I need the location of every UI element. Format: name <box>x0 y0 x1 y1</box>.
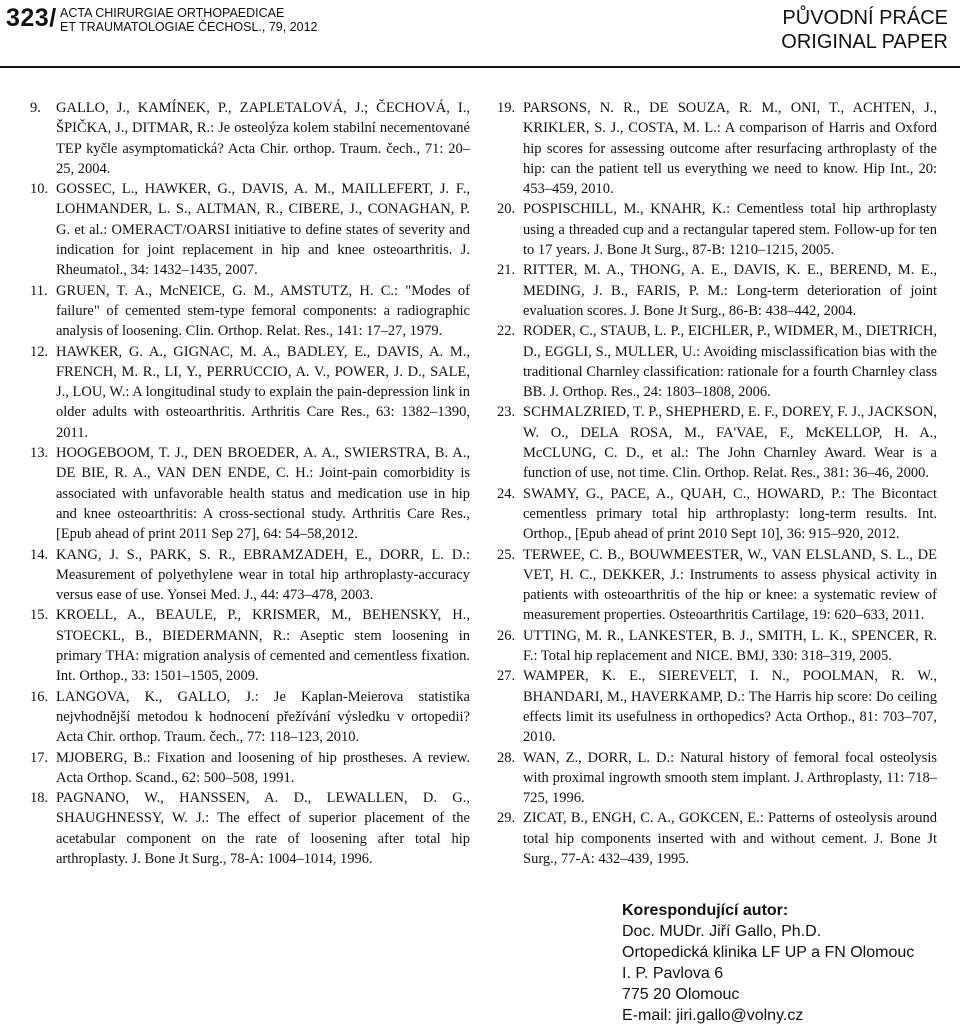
correspondence-block <box>622 900 914 1026</box>
reference-item <box>497 98 937 199</box>
reference-text: TERWEE, C. B., BOUWMEESTER, W., VAN ELSLAND, S. L., DE VET, H. C., DEKKER, J.: Instruments to assess physical activity in patients with osteoarthritis of the hip or knee: a systematic review of measurement properties. Osteoarthritis Cartilage, 19: 620–633, 2011. <box>523 546 937 624</box>
reference-number: 19. <box>497 100 516 116</box>
reference-item <box>497 484 937 545</box>
correspondence-author: Doc. MUDr. Jiří Gallo, Ph.D. <box>622 923 822 940</box>
reference-text: ZICAT, B., ENGH, C. A., GOKCEN, E.: Patterns of osteolysis around total hip components inserted with and without cement. J. Bone Jt Surg., 77-A: 432–439, 1995. <box>523 810 937 867</box>
reference-text: POSPISCHILL, M., KNAHR, K.: Cementless total hip arthroplasty using a threaded cup and a rectangular tapered stem. Follow-up for ten to 17 years. J. Bone Jt Surg., 87-B: 1210–1215, 2005. <box>523 201 937 259</box>
page-number: 323/ <box>6 4 57 32</box>
journal-title-line2: ET TRAUMATOLOGIAE ČECHOSL., 79, 2012 <box>60 20 318 34</box>
reference-item <box>30 98 470 179</box>
section-label-english: ORIGINAL PAPER <box>781 31 948 53</box>
header-rule <box>0 66 960 68</box>
reference-text: HOOGEBOOM, T. J., DEN BROEDER, A. A., SWIERSTRA, B. A., DE BIE, R. A., VAN DEN ENDE, C. H.: Joint-pain comorbidity is associated with unfavorable health status and medication use in hip and knee osteoarthritis: A cross-sectional study. Arthritis Care Res., [Epub ahead of print 2011 Sep 27], 64: 54–58,2012. <box>56 445 470 543</box>
reference-item <box>497 808 937 869</box>
references-column-right <box>497 98 937 869</box>
reference-item <box>30 788 470 869</box>
reference-text: PAGNANO, W., HANSSEN, A. D., LEWALLEN, D. G., SHAUGHNESSY, W. J.: The effect of superior placement of the acetabular component on the rate of loosening after total hip arthroplasty. J. Bone Jt Surg., 78-A: 1004–1014, 1996. <box>56 790 470 867</box>
reference-text: KANG, J. S., PARK, S. R., EBRAMZADEH, E., DORR, L. D.: Measurement of polyethylene wear in total hip arthroplasty-accuracy versus ease of use. Yonsei Med. J., 44: 473–478, 2003. <box>56 546 470 604</box>
reference-text: PARSONS, N. R., DE SOUZA, R. M., ONI, T., ACHTEN, J., KRIKLER, S. J., COSTA, M. L.: A comparison of Harris and Oxford hip scores for assessing outcome after resurfacing arthroplasty of the hip: can the patient tell us everything we need to know. Hip Int., 20: 453–459, 2010. <box>523 100 937 198</box>
reference-number: 22. <box>497 323 516 340</box>
reference-text: GRUEN, T. A., McNEICE, G. M., AMSTUTZ, H. C.: "Modes of failure" of cemented stem-type femoral components: a radiographic analysis of loosening. Clin. Orthop. Relat. Res., 141: 17–27, 1979. <box>56 282 470 340</box>
reference-number: 23. <box>497 404 516 421</box>
reference-text: MJOBERG, B.: Fixation and loosening of hip prostheses. A review. Acta Orthop. Scand., 62: 500–508, 1991. <box>56 749 470 786</box>
reference-text: LANGOVA, K., GALLO, J.: Je Kaplan-Meierova statistika nejvhodnější metodou k hodnocení přežívání výsledku v ortopedii? Acta Chir. orthop. Traum. čech., 77: 118–123, 2010. <box>56 688 470 746</box>
reference-item <box>30 179 470 280</box>
reference-item <box>497 402 937 483</box>
reference-text: RODER, C., STAUB, L. P., EICHLER, P., WIDMER, M., DIETRICH, D., EGGLI, S., MULLER, U.: Avoiding misclassification bias with the traditional Charnley classification: rationale for a fourth Charnley class BB. J. Orthop. Res., 24: 1803–1808, 2006. <box>523 323 937 401</box>
reference-number: 10. <box>30 181 49 198</box>
reference-number: 14. <box>30 546 49 563</box>
reference-number: 24. <box>497 485 516 502</box>
section-label <box>781 6 948 54</box>
reference-item <box>30 687 470 748</box>
reference-number: 15. <box>30 607 49 624</box>
reference-number: 27. <box>497 668 516 685</box>
reference-item <box>30 545 470 606</box>
reference-number: 11. <box>30 282 48 299</box>
correspondence-city: 775 20 Olomouc <box>622 986 740 1003</box>
reference-text: GOSSEC, L., HAWKER, G., DAVIS, A. M., MAILLEFERT, J. F., LOHMANDER, L. S., ALTMAN, R., CIBERE, J., CONAGHAN, P. G. et al.: OMERACT/OARSI initiative to define states of severity and indication for joint replacement in hip and knee osteoarthritis. J. Rheumatol., 34: 1432–1435, 2007. <box>56 181 470 279</box>
journal-title <box>60 6 318 34</box>
reference-number: 13. <box>30 445 49 462</box>
reference-item <box>497 321 937 402</box>
reference-item <box>497 666 937 747</box>
reference-text: KROELL, A., BEAULE, P., KRISMER, M., BEHENSKY, H., STOECKL, B., BIEDERMANN, R.: Aseptic stem loosening in primary THA: migration analysis of cemented and cementless fixation. Int. Orthop., 33: 1501–1505, 2009. <box>56 607 470 685</box>
reference-number: 28. <box>497 749 516 766</box>
reference-item <box>30 342 470 443</box>
journal-title-line1: ACTA CHIRURGIAE ORTHOPAEDICAE <box>60 6 285 20</box>
reference-number: 25. <box>497 546 516 563</box>
reference-item <box>497 545 937 626</box>
reference-item <box>497 626 937 667</box>
reference-number: 12. <box>30 343 49 360</box>
reference-text: GALLO, J., KAMÍNEK, P., ZAPLETALOVÁ, J.; ČECHOVÁ, I., ŠPIČKA, J., DITMAR, R.: Je osteolýza kolem stabilní necementované TEP kyčle asymptomatická? Acta Chir. orthop. Traum. čech., 71: 20–25, 2004. <box>56 100 470 177</box>
reference-item <box>497 199 937 260</box>
reference-item <box>30 748 470 789</box>
reference-item <box>30 605 470 686</box>
reference-number: 21. <box>497 262 516 279</box>
reference-item <box>30 281 470 342</box>
reference-number: 20. <box>497 201 516 218</box>
reference-text: SCHMALZRIED, T. P., SHEPHERD, E. F., DOREY, F. J., JACKSON, W. O., DELA ROSA, M., FA'VAE, F., McKELLOP, H. A., McCLUNG, C. D., et al.: The John Charnley Award. Wear is a function of use, not time. Clin. Orthop. Relat. Res., 381: 36–46, 2000. <box>523 404 937 482</box>
correspondence-heading: Korespondující autor: <box>622 902 789 919</box>
references-column-left <box>30 98 470 869</box>
reference-number: 29. <box>497 810 516 827</box>
reference-text: UTTING, M. R., LANKESTER, B. J., SMITH, L. K., SPENCER, R. F.: Total hip replacement and NICE. BMJ, 330: 318–319, 2005. <box>523 627 937 665</box>
page-header <box>0 0 960 76</box>
reference-number: 9. <box>30 100 41 116</box>
correspondence-email: E-mail: jiri.gallo@volny.cz <box>622 1007 804 1024</box>
reference-item <box>30 443 470 544</box>
correspondence-street: I. P. Pavlova 6 <box>622 965 724 982</box>
reference-text: SWAMY, G., PACE, A., QUAH, C., HOWARD, P.: The Bicontact cementless primary total hip arthroplasty: long-term results. Int. Orthop., [Epub ahead of print 2010 Sept 10], 36: 915–920, 2012. <box>523 485 937 543</box>
section-label-czech: PŮVODNÍ PRÁCE <box>782 7 948 29</box>
reference-item <box>497 260 937 321</box>
correspondence-institution: Ortopedická klinika LF UP a FN Olomouc <box>622 944 915 961</box>
reference-number: 16. <box>30 688 49 705</box>
reference-number: 17. <box>30 749 49 766</box>
reference-number: 26. <box>497 627 516 644</box>
reference-text: WAN, Z., DORR, L. D.: Natural history of femoral focal osteolysis with proximal ingrowth smooth stem implant. J. Arthroplasty, 11: 718–725, 1996. <box>523 749 937 807</box>
reference-number: 18. <box>30 790 49 807</box>
reference-item <box>497 748 937 809</box>
reference-text: RITTER, M. A., THONG, A. E., DAVIS, K. E., BEREND, M. E., MEDING, J. B., FARIS, P. M.: Long-term deterioration of joint evaluation scores. J. Bone Jt Surg., 86-B: 438–442, 2004. <box>523 262 937 319</box>
reference-text: HAWKER, G. A., GIGNAC, M. A., BADLEY, E., DAVIS, A. M., FRENCH, M. R., LI, Y., PERRUCCIO, A. V., POWER, J. D., SALE, J., LOU, W.: A longitudinal study to explain the pain-depression link in older adults with osteoarthritis. Arthritis Care Res., 63: 1382–1390, 2011. <box>56 343 470 441</box>
reference-text: WAMPER, K. E., SIEREVELT, I. N., POOLMAN, R. W., BHANDARI, M., HAVERKAMP, D.: The Harris hip score: Do ceiling effects limit its usefulness in orthopedics? Acta Orthop., 81: 703–707, 2010. <box>523 668 937 746</box>
